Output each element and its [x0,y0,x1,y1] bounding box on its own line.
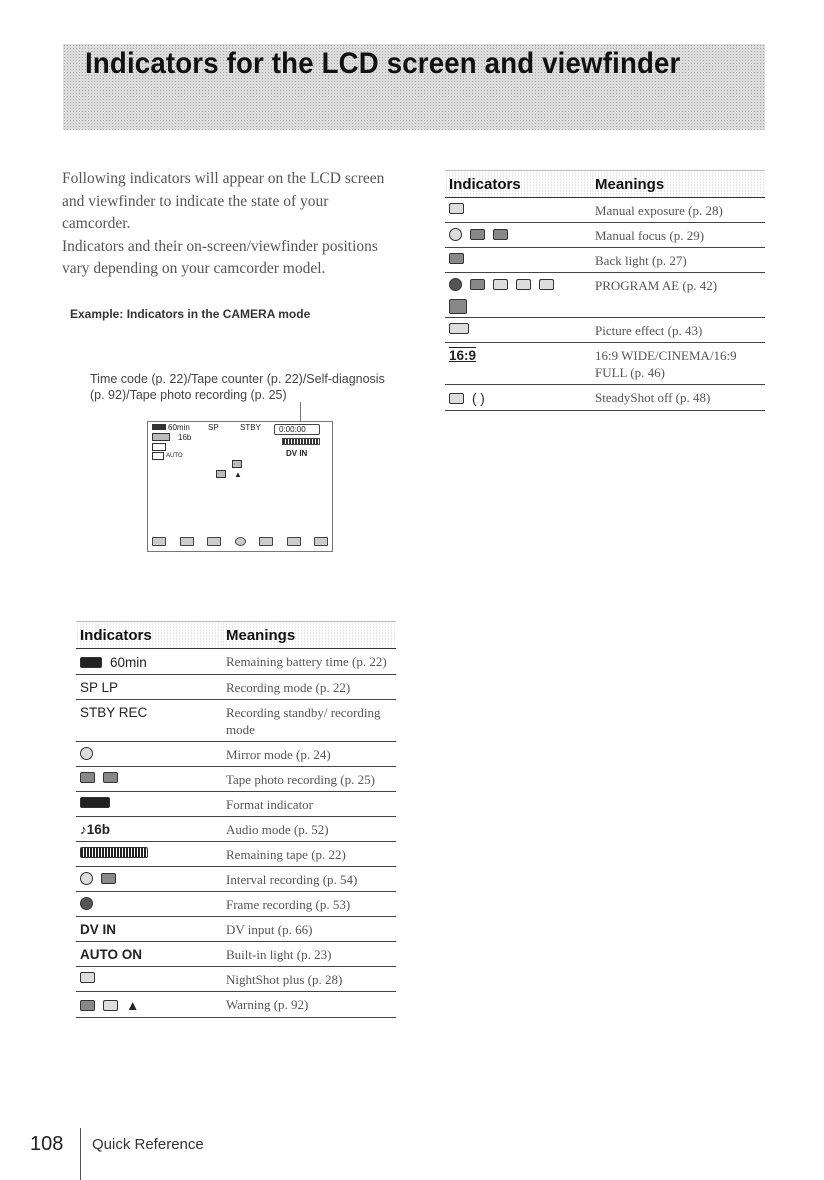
table-row [76,792,396,817]
meaning-cell: Built-in light (p. 23) [222,942,396,967]
indicator-cell: SP LP [76,675,222,700]
infinity-focus-icon [470,229,485,240]
screen-timecode: 0:00:00 [279,425,306,434]
interval-recording-icon [80,872,93,885]
table-row [76,917,396,942]
indicators-column-header: Indicators [445,171,591,198]
table-row [76,842,396,867]
intro-text [62,168,392,281]
landscape-icon [449,299,467,314]
battery-icon [80,657,102,668]
nightshot-icon [232,460,242,468]
table-row [76,967,396,992]
table-header [76,622,396,649]
meaning-cell: Format indicator [222,792,396,817]
title-banner [63,44,765,130]
meaning-cell: Tape photo recording (p. 25) [222,767,396,792]
meaning-cell: 16:9 WIDE/CINEMA/16:9 FULL (p. 46) [591,343,765,385]
indicator-cell [445,273,591,318]
table-row [76,942,396,967]
page-title: Indicators for the LCD screen and viewfinder [85,47,681,80]
format-icon [152,433,170,441]
eject-warning-icon: ▲ [234,470,242,479]
cassette-icon [101,873,116,884]
back-light-icon [207,537,221,546]
remaining-tape-icon [80,847,148,858]
screen-bottom-icons [152,535,328,547]
meaning-cell: Picture effect (p. 43) [591,318,765,343]
table-row [445,223,765,248]
portrait-icon [470,279,485,290]
meaning-cell: Manual focus (p. 29) [591,223,765,248]
meaning-cell: Audio mode (p. 52) [222,817,396,842]
intro-paragraph-2: Indicators and their on-screen/viewfinder positions vary depending on your camcorder model. [62,237,378,277]
near-focus-icon [493,229,508,240]
light-icon [152,452,164,460]
indicator-cell [76,767,222,792]
meaning-cell: NightShot plus (p. 28) [222,967,396,992]
indicator-cell: 60min [76,649,222,675]
table-row [76,992,396,1018]
indicator-cell: DV IN [76,917,222,942]
cassette-warning-icon [103,1000,118,1011]
picture-effect-icon [259,537,273,546]
page-number: 108 [30,1133,64,1155]
screen-rec-mode: SP [208,423,219,432]
meaning-cell: Recording standby/ recording mode [222,700,396,742]
frame-recording-icon [80,897,93,910]
steadyshot-off-icon [314,537,328,546]
intro-paragraph-1: Following indicators will appear on the LCD screen and viewfinder to indicate the state of your camcorder. [62,170,385,232]
table-row [445,248,765,273]
indicator-cell [76,967,222,992]
meaning-cell: DV input (p. 66) [222,917,396,942]
indicators-table-left [76,621,396,1018]
screen-light: AUTO [166,453,183,459]
indicator-cell: STBY REC [76,700,222,742]
footer-divider [80,1128,81,1180]
nightshot-icon [80,972,95,983]
table-row [76,892,396,917]
meaning-cell: Manual exposure (p. 28) [591,198,765,223]
indicator-cell: 16:9 [445,343,591,385]
screen-dv-input: DV IN [286,449,308,458]
indicator-cell [445,248,591,273]
screen-audio-mode: 16b [178,433,192,442]
indicators-table-right [445,170,765,411]
mirror-mode-icon [80,747,93,760]
meaning-cell: Frame recording (p. 53) [222,892,396,917]
indicator-cell [76,792,222,817]
screen-standby: STBY [240,423,261,432]
wide-icon [287,537,301,546]
meaning-cell: Mirror mode (p. 24) [222,742,396,767]
back-light-icon [449,253,464,264]
table-header [445,171,765,198]
interval-icon [152,443,166,451]
meanings-column-header: Meanings [591,171,765,198]
spotlight-icon [449,278,462,291]
table-row [445,273,765,318]
lcd-screen-diagram [147,421,333,552]
indicator-cell [445,318,591,343]
table-row [76,675,396,700]
indicator-cell [76,992,222,1018]
indicators-column-header: Indicators [76,622,222,649]
eject-icon: ▲ [126,998,140,1013]
indicator-cell [76,842,222,867]
table-row [445,318,765,343]
indicator-cell [445,223,591,248]
indicator-cell: AUTO ON [76,942,222,967]
format-indicator-icon [80,797,110,808]
meaning-cell: SteadyShot off (p. 48) [591,385,765,411]
manual-exposure-icon [152,537,166,546]
meanings-column-header: Meanings [222,622,396,649]
table-row [445,385,765,411]
meaning-cell: Back light (p. 27) [591,248,765,273]
steadyshot-off-icon [449,393,464,404]
callout-leader-line [300,402,301,422]
manual-focus-icon [449,228,462,241]
indicator-cell [445,198,591,223]
indicator-cell [76,892,222,917]
meaning-cell: Recording mode (p. 22) [222,675,396,700]
tape-photo-disabled-icon [103,772,118,783]
sports-icon [493,279,508,290]
meaning-cell: Remaining battery time (p. 22) [222,649,396,675]
example-title: Example: Indicators in the CAMERA mode [70,307,311,321]
indicator-cell [76,867,222,892]
warning-cassette-icon [216,470,226,478]
manual-focus-icon [180,537,194,546]
meaning-cell: Warning (p. 92) [222,992,396,1018]
snow-icon [539,279,554,290]
remaining-tape-icon [282,438,320,445]
table-row [76,700,396,742]
section-label: Quick Reference [92,1136,204,1153]
table-row [76,867,396,892]
manual-exposure-icon [449,203,464,214]
meaning-cell: PROGRAM AE (p. 42) [591,273,765,318]
table-row [445,198,765,223]
screen-battery-time: 60min [168,423,190,432]
warning-icon [80,1000,95,1011]
table-row [445,343,765,385]
table-row [76,649,396,675]
picture-effect-icon [449,323,469,334]
table-row [76,767,396,792]
meaning-cell: Interval recording (p. 54) [222,867,396,892]
indicator-cell [76,742,222,767]
table-row [76,742,396,767]
example-callout: Time code (p. 22)/Tape counter (p. 22)/Self-diagnosis (p. 92)/Tape photo recording (p. 25) [90,372,385,402]
battery-icon [152,424,166,430]
indicator-cell: ( ) [445,385,591,411]
table-row [76,817,396,842]
meaning-cell: Remaining tape (p. 22) [222,842,396,867]
program-ae-icon [235,537,246,546]
tape-photo-icon [80,772,95,783]
beach-icon [516,279,531,290]
indicator-cell: ♪16b [76,817,222,842]
